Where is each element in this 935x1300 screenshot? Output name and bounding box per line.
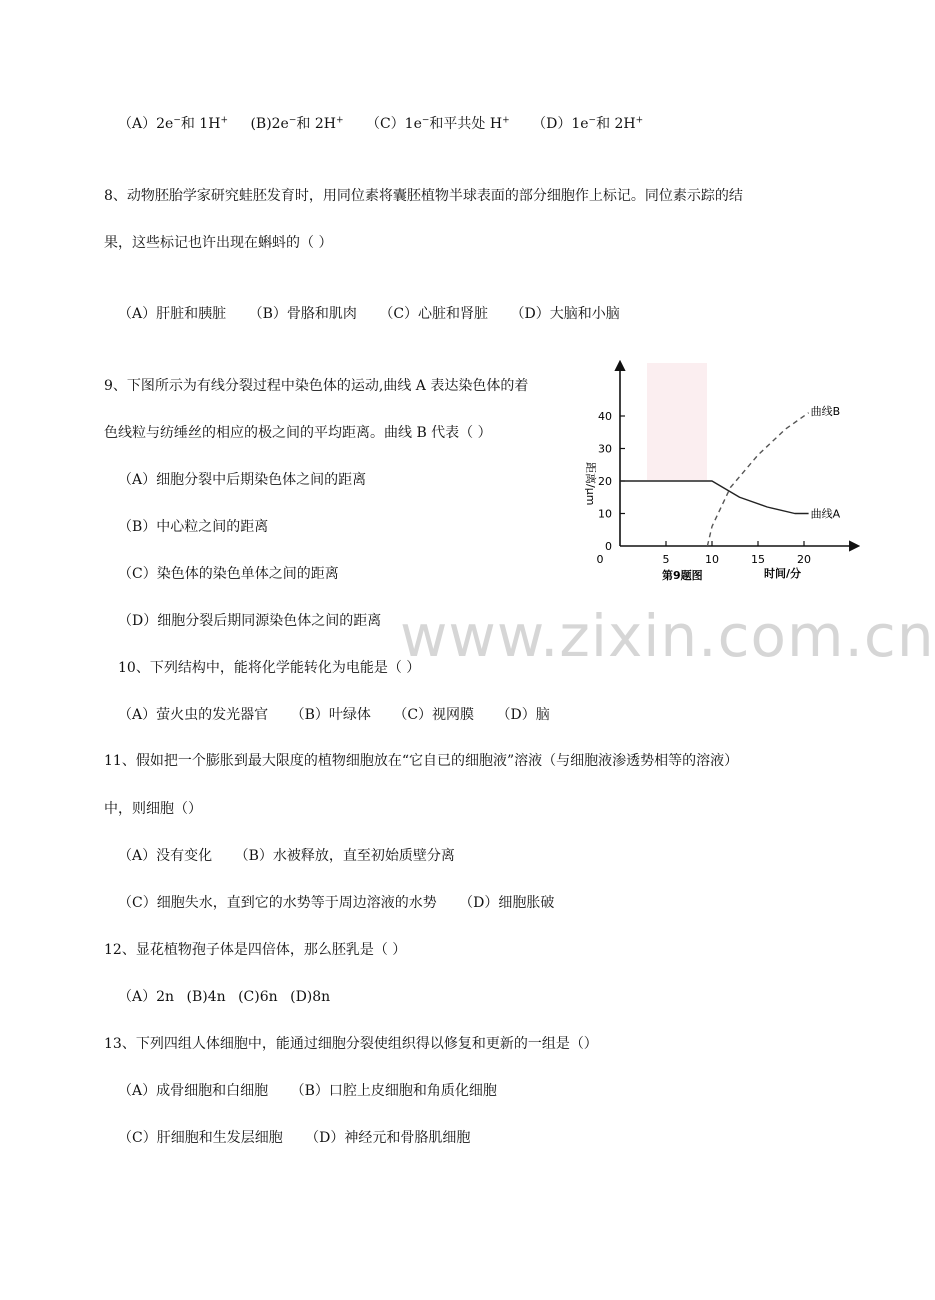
q8-stem-line1: 8、动物胚胎学家研究蛙胚发育时，用同位素将囊胚植物半球表面的部分细胞作上标记。同位素示踪的结 xyxy=(104,188,743,204)
figure-title: 第9题图 xyxy=(662,569,703,582)
q12-option-d: (D)8n xyxy=(290,989,331,1005)
q11-option-a: （A）没有变化 xyxy=(118,848,213,864)
q8-option-d: （D）大脑和小脑 xyxy=(510,306,620,322)
q9-stem-line2: 色线粒与纺缍丝的相应的极之间的平均距离。曲线 B 代表（ ） xyxy=(104,425,492,441)
q12-option-b: (B)4n xyxy=(186,989,226,1005)
q12-option-c: (C)6n xyxy=(238,989,278,1005)
q13-stem: 13、下列四组人体细胞中，能通过细胞分裂使组织得以修复和更新的一组是（） xyxy=(104,1036,598,1052)
q8-option-a: （A）肝脏和胰脏 xyxy=(118,306,227,322)
q8-option-b: （B）骨胳和肌肉 xyxy=(248,306,357,322)
series-label-curve-a: 曲线A xyxy=(810,507,841,521)
q11-option-b: （B）水被释放，直至初始质壁分离 xyxy=(234,848,455,864)
q10-stem: 10、下列结构中，能将化学能转化为电能是（ ） xyxy=(118,660,421,676)
watermark: www.zixin.com.cn xyxy=(400,602,935,670)
q13-options-row2 xyxy=(118,1128,470,1148)
q13-options-row1 xyxy=(118,1081,497,1101)
q9-stem-line1: 9、下图所示为有线分裂过程中染色体的运动,曲线 A 表达染色体的着 xyxy=(104,378,529,394)
q13-option-c: （C）肝细胞和生发层细胞 xyxy=(118,1130,283,1146)
q10-option-d: （D）脑 xyxy=(496,707,550,723)
q9-option-b: （B）中心粒之间的距离 xyxy=(118,519,269,535)
y-tick-label: 40 xyxy=(598,410,612,423)
series-line-curve-b xyxy=(707,413,808,546)
q11-option-c: （C）细胞失水，直到它的水势等于周边溶液的水势 xyxy=(118,895,437,911)
q11-options-row1 xyxy=(118,846,455,866)
q8-stem-line2: 果，这些标记也许出现在蝌蚪的（ ） xyxy=(104,235,333,251)
q7-option-a: （A）2e−和 1H+ xyxy=(118,115,228,132)
q9-figure xyxy=(584,350,870,590)
x-tick-label: 20 xyxy=(797,553,811,566)
series-line-curve-a xyxy=(620,481,809,514)
q7-option-d: （D）1e−和 2H+ xyxy=(532,115,644,132)
q12-stem: 12、显花植物孢子体是四倍体，那么胚乳是（ ） xyxy=(104,942,407,958)
q12-options xyxy=(118,987,330,1007)
x-tick-label: 10 xyxy=(705,553,719,566)
q11-stem-line2: 中，则细胞（） xyxy=(104,801,202,817)
q13-option-d: （D）神经元和骨胳肌细胞 xyxy=(305,1130,471,1146)
series-label-curve-b: 曲线B xyxy=(810,404,841,418)
x-axis-label: 时间/分 xyxy=(764,567,802,580)
q9-option-d: （D）细胞分裂后期同源染色体之间的距离 xyxy=(118,613,382,629)
y-tick-label: 10 xyxy=(598,507,612,521)
q13-option-b: （B）口腔上皮细胞和角质化细胞 xyxy=(290,1083,497,1099)
q10-option-a: （A）萤火虫的发光器官 xyxy=(118,707,269,723)
q9-option-c: （C）染色体的染色单体之间的距离 xyxy=(118,566,339,582)
q7-options xyxy=(118,114,661,134)
q12-option-a: （A）2n xyxy=(118,989,175,1005)
q7-option-c: （C）1e−和平共处 H+ xyxy=(365,115,510,132)
x-tick-label: 5 xyxy=(662,553,670,566)
q9-option-a: （A）细胞分裂中后期染色体之间的距离 xyxy=(118,472,367,488)
y-axis-label: 距离/μm xyxy=(584,462,597,506)
figure-shaded-region xyxy=(647,363,707,480)
x-tick-label: 0 xyxy=(596,553,604,566)
q8-option-c: （C）心脏和肾脏 xyxy=(379,306,489,322)
y-tick-label: 30 xyxy=(598,442,612,456)
q11-stem-line1: 11、假如把一个膨胀到最大限度的植物细胞放在“它自已的细胞液”溶液（与细胞液渗透势相等的溶液） xyxy=(104,753,739,769)
y-tick-label: 0 xyxy=(605,540,612,553)
q10-option-b: （B）叶绿体 xyxy=(290,707,371,723)
q7-option-b: (B)2e−和 2H+ xyxy=(250,115,344,132)
q8-options xyxy=(118,304,638,324)
q11-options-row2 xyxy=(118,893,554,913)
y-tick-label: 20 xyxy=(598,475,612,488)
q10-option-c: （C）视网膜 xyxy=(393,707,475,723)
q10-options xyxy=(118,705,568,725)
q11-option-d: （D）细胞胀破 xyxy=(459,895,555,911)
q13-option-a: （A）成骨细胞和白细胞 xyxy=(118,1083,269,1099)
x-tick-label: 15 xyxy=(751,553,765,566)
